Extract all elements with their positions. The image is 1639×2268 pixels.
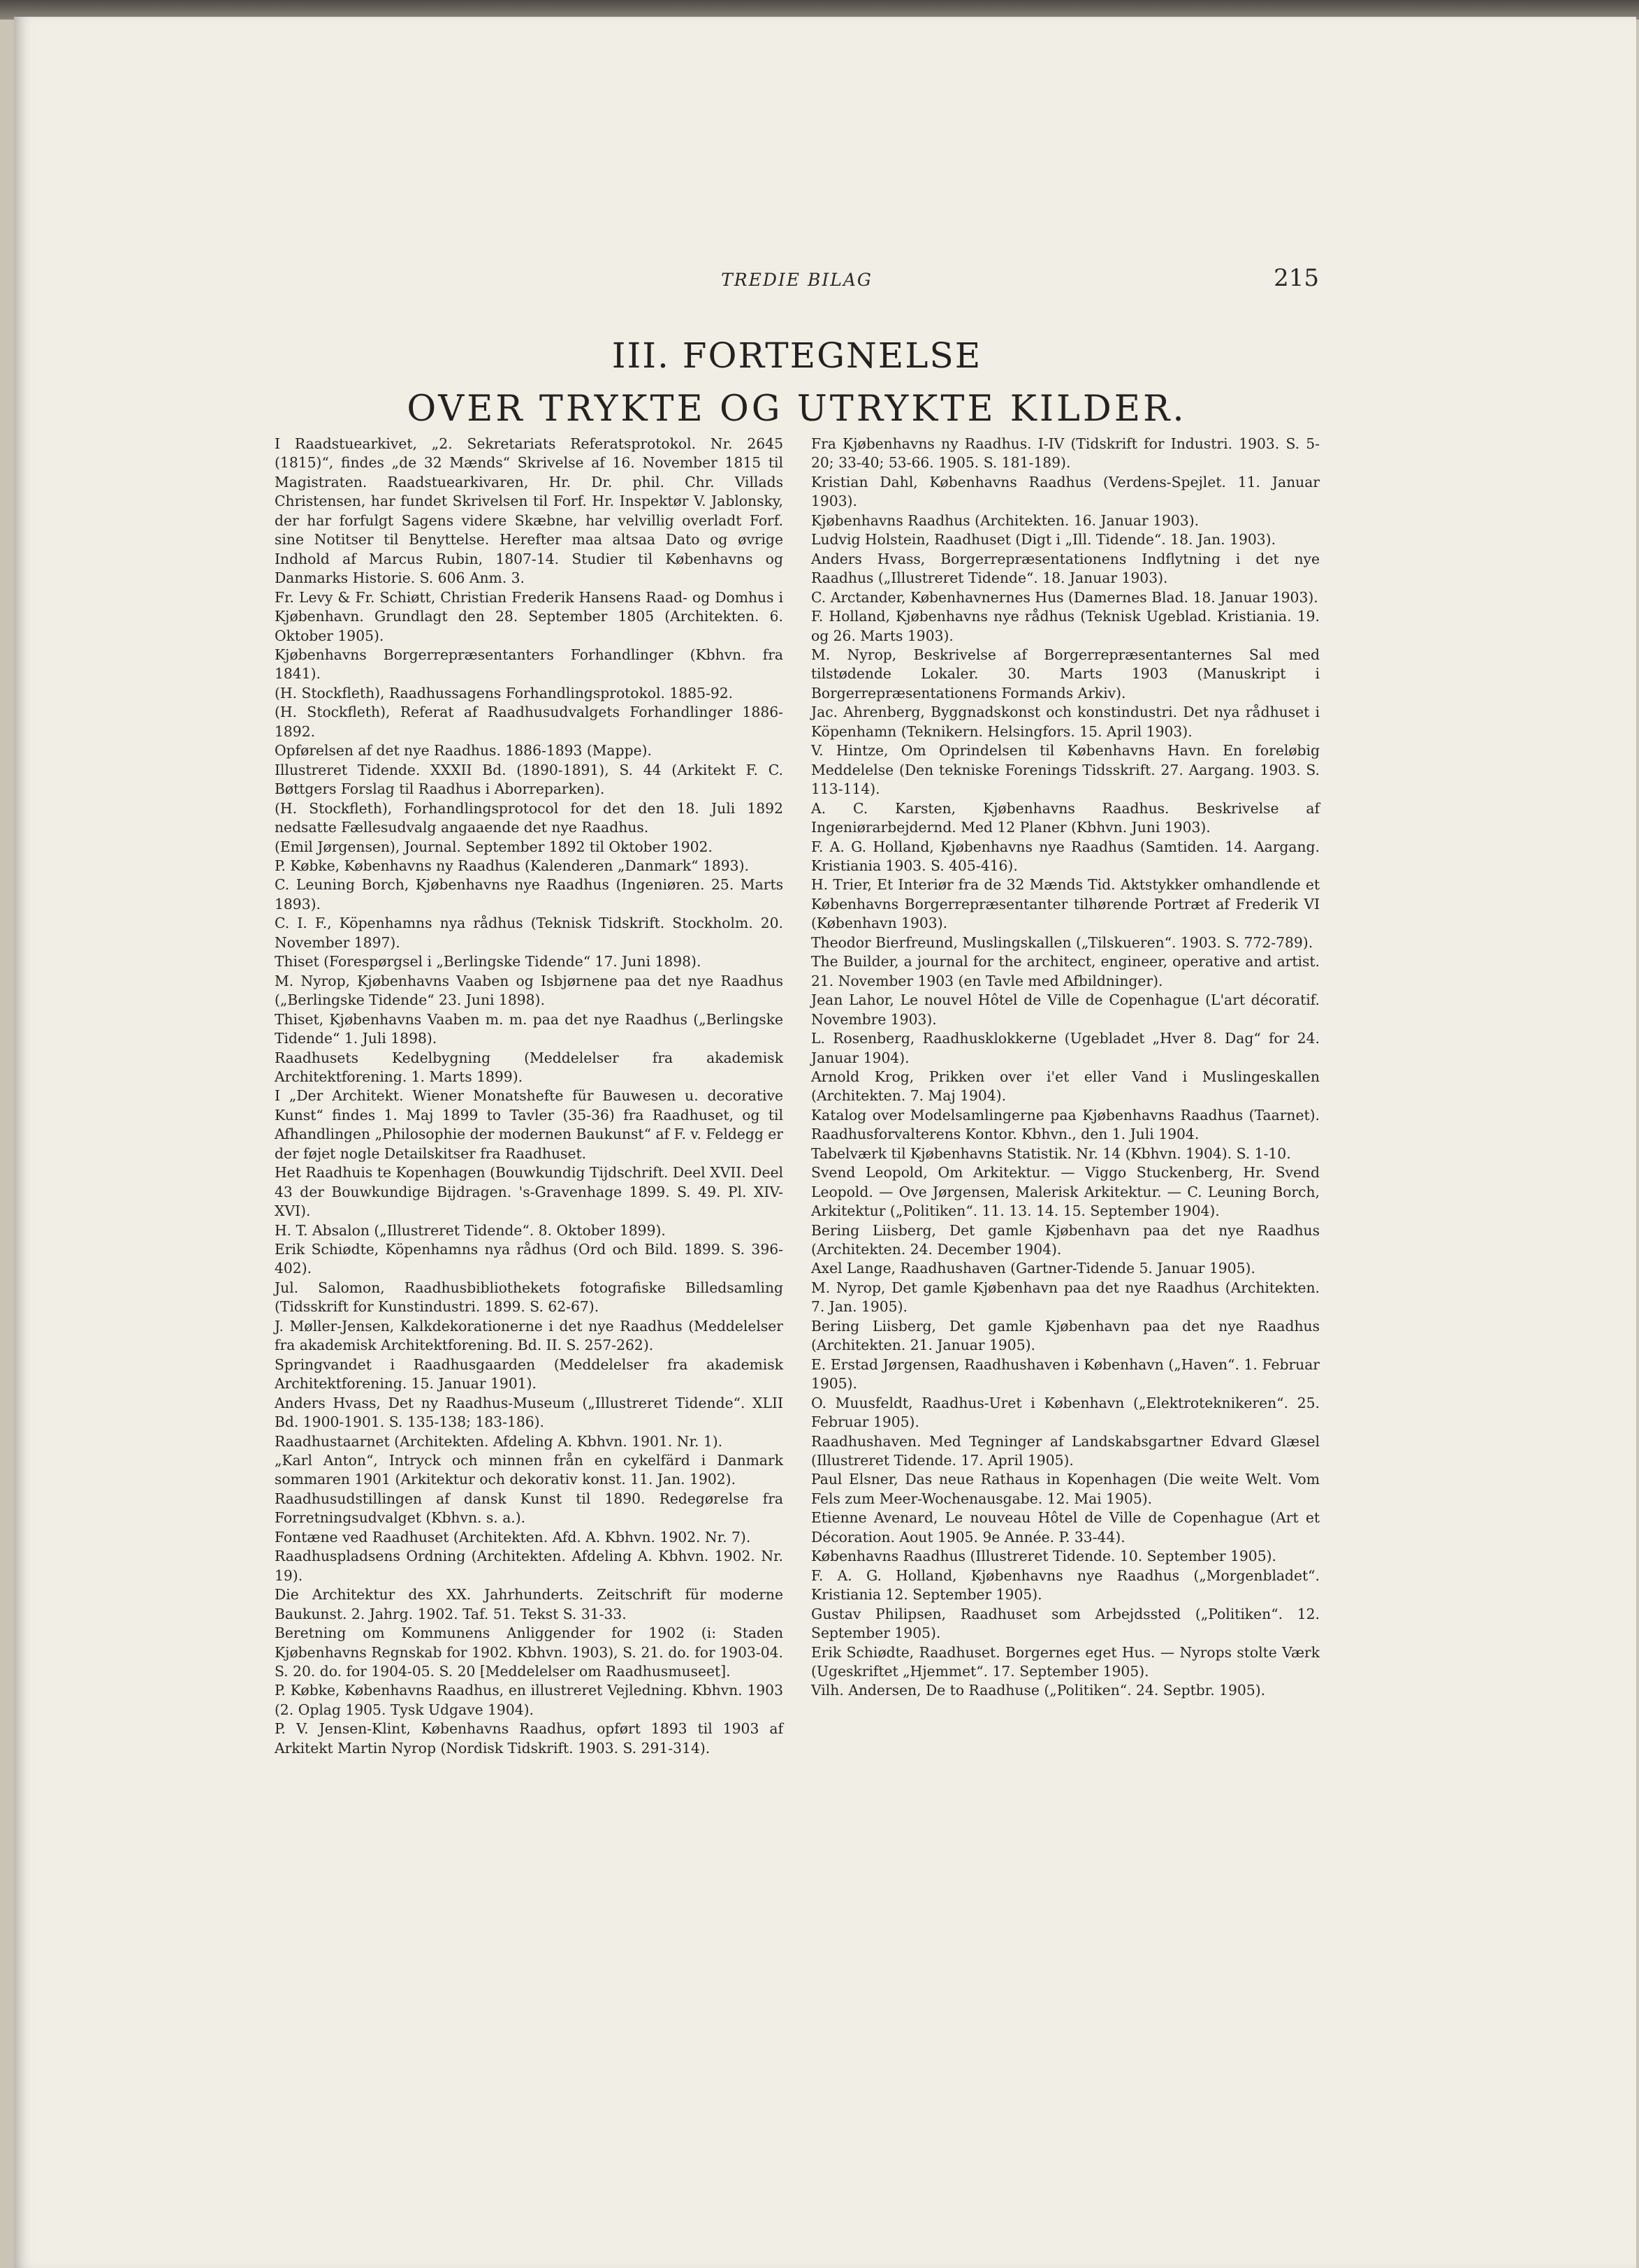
bibliography-entry: P. Købke, Københavns Raadhus, en illustreret Vejledning. Kbhvn. 1903 (2. Oplag 1905. Tysk Udgave 1904). — [275, 1682, 783, 1718]
bibliography-entry: Kristian Dahl, Københavns Raadhus (Verdens-Spejlet. 11. Januar 1903). — [811, 473, 1320, 510]
bibliography-entry: J. Møller-Jensen, Kalkdekorationerne i det nye Raadhus (Meddelelser fra akademisk Architektforening. Bd. II. S. 257-262). — [275, 1317, 783, 1354]
bibliography-entry: Raadhuspladsens Ordning (Architekten. Afdeling A. Kbhvn. 1902. Nr. 19). — [275, 1548, 783, 1584]
bibliography-entry: M. Nyrop, Beskrivelse af Borgerrepræsentanternes Sal med tilstødende Lokaler. 30. Marts 1903 (Manuskript i Borgerrepræsentationens Formands Arkiv). — [811, 646, 1320, 702]
bibliography-entry: A. C. Karsten, Kjøbenhavns Raadhus. Beskrivelse af Ingeniørarbejdernd. Med 12 Planer (Kbhvn. Juni 1903). — [811, 799, 1320, 836]
bibliography-entry: Axel Lange, Raadhushaven (Gartner-Tidende 5. Januar 1905). — [811, 1260, 1255, 1277]
bibliography-entry: C. Arctander, Københavnernes Hus (Damernes Blad. 18. Januar 1903). — [811, 588, 1318, 606]
right-column — [811, 435, 1320, 1701]
running-head — [275, 260, 1319, 302]
bibliography-entry: Fr. Levy & Fr. Schiøtt, Christian Frederik Hansens Raad- og Domhus i Kjøbenhavn. Grundlagt den 28. September 1805 (Architekten. 6. Oktober 1905). — [275, 588, 783, 644]
section-heading — [275, 334, 1319, 432]
bibliography-entry: Die Architektur des XX. Jahrhunderts. Zeitschrift für moderne Baukunst. 2. Jahrg. 1902. Taf. 51. Tekst S. 31-33. — [275, 1586, 783, 1622]
bibliography-entry: Beretning om Kommunens Anliggender for 1902 (i: Staden Kjøbenhavns Regnskab for 1902. Kbhvn. 1903), S. 21. do. for 1903-04. S. 20. do. for 1904-05. S. 20 [Meddelelser om Raadhusmuseet]. — [275, 1624, 783, 1680]
bibliography-entry: (H. Stockfleth), Raadhussagens Forhandlingsprotokol. 1885-92. — [275, 684, 734, 702]
bibliography-entry: I „Der Architekt. Wiener Monatshefte für Bauwesen u. decorative Kunst“ findes 1. Maj 1899 to Tavler (35-36) fra Raadhuset, og til Afhandlingen „Philosophie der modernen Baukunst“ af F. v. Feldegg er der føjet nogle Detailskitser fra Raadhuset. — [275, 1087, 783, 1162]
running-title: TREDIE BILAG — [721, 270, 873, 290]
bibliography-entry: Illustreret Tidende. XXXII Bd. (1890-1891), S. 44 (Arkitekt F. C. Bøttgers Forslag til Raadhus i Aborreparken). — [275, 761, 783, 798]
bibliography-entry: Erik Schiødte, Köpenhamns nya rådhus (Ord och Bild. 1899. S. 396-402). — [275, 1241, 783, 1277]
bibliography-entry: Paul Elsner, Das neue Rathaus in Kopenhagen (Die weite Welt. Vom Fels zum Meer-Wochenausgabe. 12. Mai 1905). — [811, 1471, 1320, 1507]
bibliography-entry: Raadhustaarnet (Architekten. Afdeling A. Kbhvn. 1901. Nr. 1). — [275, 1432, 723, 1450]
bibliography-entry: E. Erstad Jørgensen, Raadhushaven i København („Haven“. 1. Februar 1905). — [811, 1355, 1320, 1393]
bibliography-entry: Jul. Salomon, Raadhusbibliothekets fotografiske Billedsamling (Tidsskrift for Kunstindustri. 1899. S. 62-67). — [275, 1279, 783, 1316]
bibliography-entry: Kjøbenhavns Raadhus (Architekten. 16. Januar 1903). — [811, 511, 1200, 529]
bibliography-entry: Katalog over Modelsamlingerne paa Kjøbenhavns Raadhus (Taarnet). Raadhusforvalterens Kontor. Kbhvn., den 1. Juli 1904. — [811, 1106, 1320, 1143]
bibliography-entry: Anders Hvass, Det ny Raadhus-Museum („Illustreret Tidende“. XLII Bd. 1900-1901. S. 135-138; 183-186). — [275, 1394, 783, 1431]
bibliography-entry: F. Holland, Kjøbenhavns nye rådhus (Teknisk Ugeblad. Kristiania. 19. og 26. Marts 1903). — [811, 608, 1320, 644]
bibliography-entry: Arnold Krog, Prikken over i'et eller Vand i Muslingeskallen (Architekten. 7. Maj 1904). — [811, 1068, 1320, 1105]
bibliography-entry: Anders Hvass, Borgerrepræsentationens Indflytning i det nye Raadhus („Illustreret Tidende“. 18. Januar 1903). — [811, 550, 1320, 587]
bibliography-entry: Jean Lahor, Le nouvel Hôtel de Ville de Copenhague (L'art décoratif. Novembre 1903). — [811, 991, 1320, 1028]
bibliography-entry: M. Nyrop, Det gamle Kjøbenhavn paa det nye Raadhus (Architekten. 7. Jan. 1905). — [811, 1279, 1320, 1316]
heading-line-1: III. FORTEGNELSE — [611, 335, 982, 376]
bibliography-entry: Opførelsen af det nye Raadhus. 1886-1893 (Mappe). — [275, 742, 652, 759]
bibliography-entry: Raadhusudstillingen af dansk Kunst til 1890. Redegørelse fra Forretningsudvalget (Kbhvn. s. a.). — [275, 1490, 783, 1527]
bibliography-entry: I Raadstuearkivet, „2. Sekretariats Referatsprotokol. Nr. 2645 (1815)“, findes „de 32 Mænds“ Skrivelse af 16. November 1815 til Magistraten. Raadstuearkivaren, Hr. Dr. phil. Chr. Villads Christensen, har fundet Skrivelsen til Forf. Hr. Inspektør V. Jablonsky, der har forfulgt Sagens videre Skæbne, har velvillig overladt Forf. sine Notitser til Benyttelse. Herefter maa altsaa Dato og øvrige Indhold af Marcus Rubin, 1807-14. Studier til Københavns og Danmarks Historie. S. 606 Anm. 3. — [275, 435, 783, 587]
bibliography-entry: Springvandet i Raadhusgaarden (Meddelelser fra akademisk Architektforening. 15. Januar 1901). — [275, 1355, 783, 1393]
bibliography-entry: Bering Liisberg, Det gamle Kjøbenhavn paa det nye Raadhus (Architekten. 21. Januar 1905). — [811, 1317, 1320, 1354]
bibliography-entry: F. A. G. Holland, Kjøbenhavns nye Raadhus („Morgenbladet“. Kristiania 12. September 1905). — [811, 1566, 1320, 1604]
bibliography-entry: C. I. F., Köpenhamns nya rådhus (Teknisk Tidskrift. Stockholm. 20. November 1897). — [275, 915, 783, 951]
bibliography-entry: L. Rosenberg, Raadhusklokkerne (Ugebladet „Hver 8. Dag“ for 24. Januar 1904). — [811, 1030, 1320, 1066]
bibliography-entry: Tabelværk til Kjøbenhavns Statistik. Nr. 14 (Kbhvn. 1904). S. 1-10. — [811, 1144, 1291, 1162]
bibliography-entry: F. A. G. Holland, Kjøbenhavns nye Raadhus (Samtiden. 14. Aargang. Kristiania 1903. S. 405-416). — [811, 838, 1320, 874]
bibliography-entry: Thiset (Forespørgsel i „Berlingske Tidende“ 17. Juni 1898). — [275, 953, 701, 971]
bibliography-entry: Etienne Avenard, Le nouveau Hôtel de Ville de Copenhague (Art et Décoration. Aout 1905. 9e Année. P. 33-44). — [811, 1509, 1320, 1546]
bibliography-entry: The Builder, a journal for the architect, engineer, operative and artist. 21. November 1903 (en Tavle med Afbildninger). — [811, 953, 1320, 989]
bibliography-entry: (Emil Jørgensen), Journal. September 1892 til Oktober 1902. — [275, 838, 713, 855]
heading-line-2: OVER TRYKTE OG UTRYKTE KILDER. — [407, 388, 1187, 430]
bibliography-entry: O. Muusfeldt, Raadhus-Uret i København („Elektroteknikeren“. 25. Februar 1905). — [811, 1394, 1320, 1431]
bibliography-entry: Vilh. Andersen, De to Raadhuse („Politiken“. 24. Septbr. 1905). — [811, 1682, 1266, 1699]
bibliography-entry: Ludvig Holstein, Raadhuset (Digt i „Ill. Tidende“. 18. Jan. 1903). — [811, 531, 1276, 548]
bibliography-entry: Fontæne ved Raadhuset (Architekten. Afd. A. Kbhvn. 1902. Nr. 7). — [275, 1528, 751, 1546]
bibliography-entry: Københavns Raadhus (Illustreret Tidende. 10. September 1905). — [811, 1548, 1276, 1565]
bibliography-entry: H. T. Absalon („Illustreret Tidende“. 8. Oktober 1899). — [275, 1221, 666, 1239]
bibliography-entry: Gustav Philipsen, Raadhuset som Arbejdssted („Politiken“. 12. September 1905). — [811, 1605, 1320, 1642]
bibliography-entry: (H. Stockfleth), Referat af Raadhusudvalgets Forhandlinger 1886-1892. — [275, 704, 783, 740]
bibliography-entry: Thiset, Kjøbenhavns Vaaben m. m. paa det nye Raadhus („Berlingske Tidende“ 1. Juli 1898). — [275, 1010, 783, 1047]
bibliography-entry: Raadhushaven. Med Tegninger af Landskabsgartner Edvard Glæsel (Illustreret Tidende. 17. April 1905). — [811, 1432, 1320, 1469]
bibliography-entry: Kjøbenhavns Borgerrepræsentanters Forhandlinger (Kbhvn. fra 1841). — [275, 646, 783, 683]
bibliography-entry: P. V. Jensen-Klint, Københavns Raadhus, opført 1893 til 1903 af Arkitekt Martin Nyrop (Nordisk Tidskrift. 1903. S. 291-314). — [275, 1720, 783, 1757]
bibliography-entry: Svend Leopold, Om Arkitektur. — Viggo Stuckenberg, Hr. Svend Leopold. — Ove Jørgensen, Malerisk Arkitektur. — C. Leuning Borch, Arkitektur („Politiken“. 11. 13. 14. 15. September 1904). — [811, 1164, 1320, 1220]
bibliography-entry: M. Nyrop, Kjøbenhavns Vaaben og Isbjørnene paa det nye Raadhus („Berlingske Tidende“ 23. Juni 1898). — [275, 972, 783, 1009]
bibliography-entry: Bering Liisberg, Det gamle Kjøbenhavn paa det nye Raadhus (Architekten. 24. December 1904). — [811, 1221, 1320, 1258]
bibliography-entry: H. Trier, Et Interiør fra de 32 Mænds Tid. Aktstykker omhandlende et Københavns Borgerrepræsentanter tilhørende Portræt af Frederik VI (København 1903). — [811, 876, 1320, 932]
bibliography-entry: Fra Kjøbenhavns ny Raadhus. I-IV (Tidskrift for Industri. 1903. S. 5-20; 33-40; 53-66. 1905. S. 181-189). — [811, 435, 1320, 472]
bibliography-entry: „Karl Anton“, Intryck och minnen från en cykelfärd i Danmark sommaren 1901 (Arkitektur och dekorativ konst. 11. Jan. 1902). — [275, 1452, 783, 1488]
bibliography-entry: Theodor Bierfreund, Muslingskallen („Tilskueren“. 1903. S. 772-789). — [811, 933, 1313, 951]
bibliography-entry: P. Købke, Københavns ny Raadhus (Kalenderen „Danmark“ 1893). — [275, 857, 749, 874]
bibliography-entry: C. Leuning Borch, Kjøbenhavns nye Raadhus (Ingeniøren. 25. Marts 1893). — [275, 876, 783, 913]
bibliography-entry: V. Hintze, Om Oprindelsen til Københavns Havn. En foreløbig Meddelelse (Den tekniske Forenings Tidsskrift. 27. Aargang. 1903. S. 113-114). — [811, 742, 1320, 798]
bibliography-entry: Raadhusets Kedelbygning (Meddelelser fra akademisk Architektforening. 1. Marts 1899). — [275, 1049, 783, 1085]
bibliography-entry: (H. Stockfleth), Forhandlingsprotocol for det den 18. Juli 1892 nedsatte Fællesudvalg angaaende det nye Raadhus. — [275, 799, 783, 836]
bibliography-entry: Erik Schiødte, Raadhuset. Borgernes eget Hus. — Nyrops stolte Værk (Ugeskriftet „Hjemmet“. 17. September 1905). — [811, 1643, 1320, 1680]
bibliography-entry: Jac. Ahrenberg, Byggnadskonst och konstindustri. Det nya rådhuset i Köpenhamn (Teknikern. Helsingfors. 15. April 1903). — [811, 704, 1320, 740]
page-number: 215 — [1274, 264, 1319, 292]
left-column — [275, 435, 783, 1758]
bibliography-entry: Het Raadhuis te Kopenhagen (Bouwkundig Tijdschrift. Deel XVII. Deel 43 der Bouwkundige Bijdragen. 's-Gravenhage 1899. S. 49. Pl. XIV-XVI). — [275, 1164, 783, 1220]
